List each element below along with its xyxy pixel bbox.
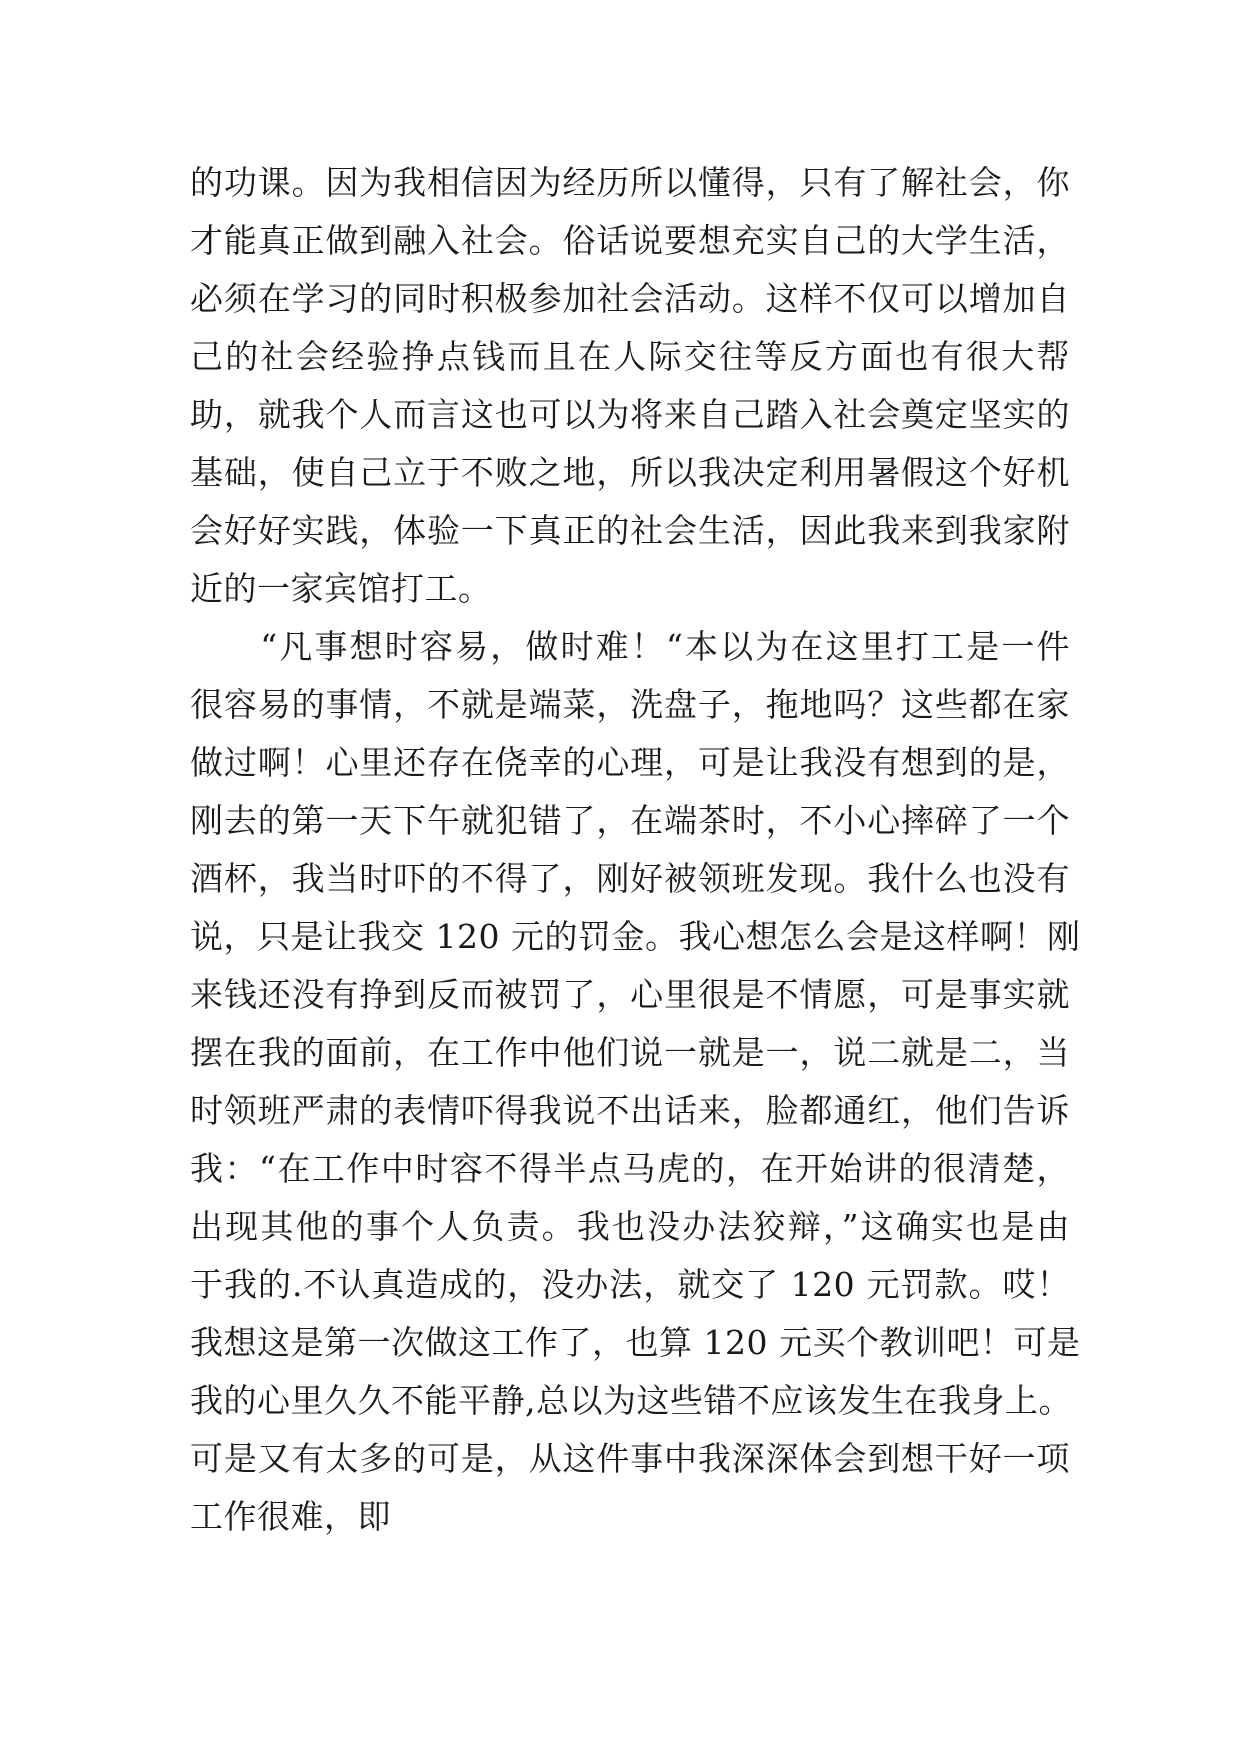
text-line: 来钱还没有挣到反而被罚了，心里很是不情愿，可是事实就 — [190, 975, 1070, 1014]
text-line: 必须在学习的同时积极参加社会活动。这样不仅可以增加自 — [190, 279, 1070, 318]
text-line: 近的一家宾馆打工。 — [190, 569, 492, 608]
text-line: 时领班严肃的表情吓得我说不出话来，脸都通红，他们告诉 — [190, 1091, 1070, 1130]
body-text — [190, 154, 1081, 1546]
text-line: 我想这是第一次做这工作了，也算 120 元买个教训吧！可是 — [190, 1323, 1081, 1362]
text-line: 摆在我的面前，在工作中他们说一就是一，说二就是二，当 — [190, 1033, 1070, 1072]
text-line: 出现其他的事个人负责。我也没办法狡辩，”这确实也是由 — [190, 1207, 1070, 1246]
text-line: 我：“在工作中时容不得半点马虎的，在开始讲的很清楚， — [190, 1149, 1070, 1188]
text-line: 助，就我个人而言这也可以为将来自己踏入社会奠定坚实的 — [190, 395, 1070, 434]
text-line: 刚去的第一天下午就犯错了，在端茶时，不小心摔碎了一个 — [190, 801, 1070, 840]
text-line: 才能真正做到融入社会。俗话说要想充实自己的大学生活， — [190, 221, 1070, 260]
text-line: 酒杯，我当时吓的不得了，刚好被领班发现。我什么也没有 — [190, 859, 1070, 898]
text-line: 工作很难，即 — [190, 1497, 391, 1536]
text-line: 我的心里久久不能平静,总以为这些错不应该发生在我身上。 — [190, 1381, 1072, 1420]
text-line: 的功课。因为我相信因为经历所以懂得，只有了解社会，你 — [190, 163, 1070, 202]
text-line: 基础，使自己立于不败之地，所以我决定利用暑假这个好机 — [190, 453, 1070, 492]
text-line: 很容易的事情，不就是端菜，洗盘子，拖地吗？这些都在家 — [190, 685, 1070, 724]
text-line: 做过啊！心里还存在侥幸的心理，可是让我没有想到的是， — [190, 743, 1070, 782]
text-line: 会好好实践，体验一下真正的社会生活，因此我来到我家附 — [190, 511, 1070, 550]
text-line: 于我的.不认真造成的，没办法，就交了 120 元罚款。哎！ — [190, 1265, 1070, 1304]
text-line: 可是又有太多的可是，从这件事中我深深体会到想干好一项 — [190, 1439, 1070, 1478]
text-line: “凡事想时容易，做时难！“本以为在这里打工是一件 — [190, 627, 1070, 666]
text-line: 己的社会经验挣点钱而且在人际交往等反方面也有很大帮 — [190, 337, 1070, 376]
text-line: 说，只是让我交 120 元的罚金。我心想怎么会是这样啊！刚 — [190, 917, 1081, 956]
